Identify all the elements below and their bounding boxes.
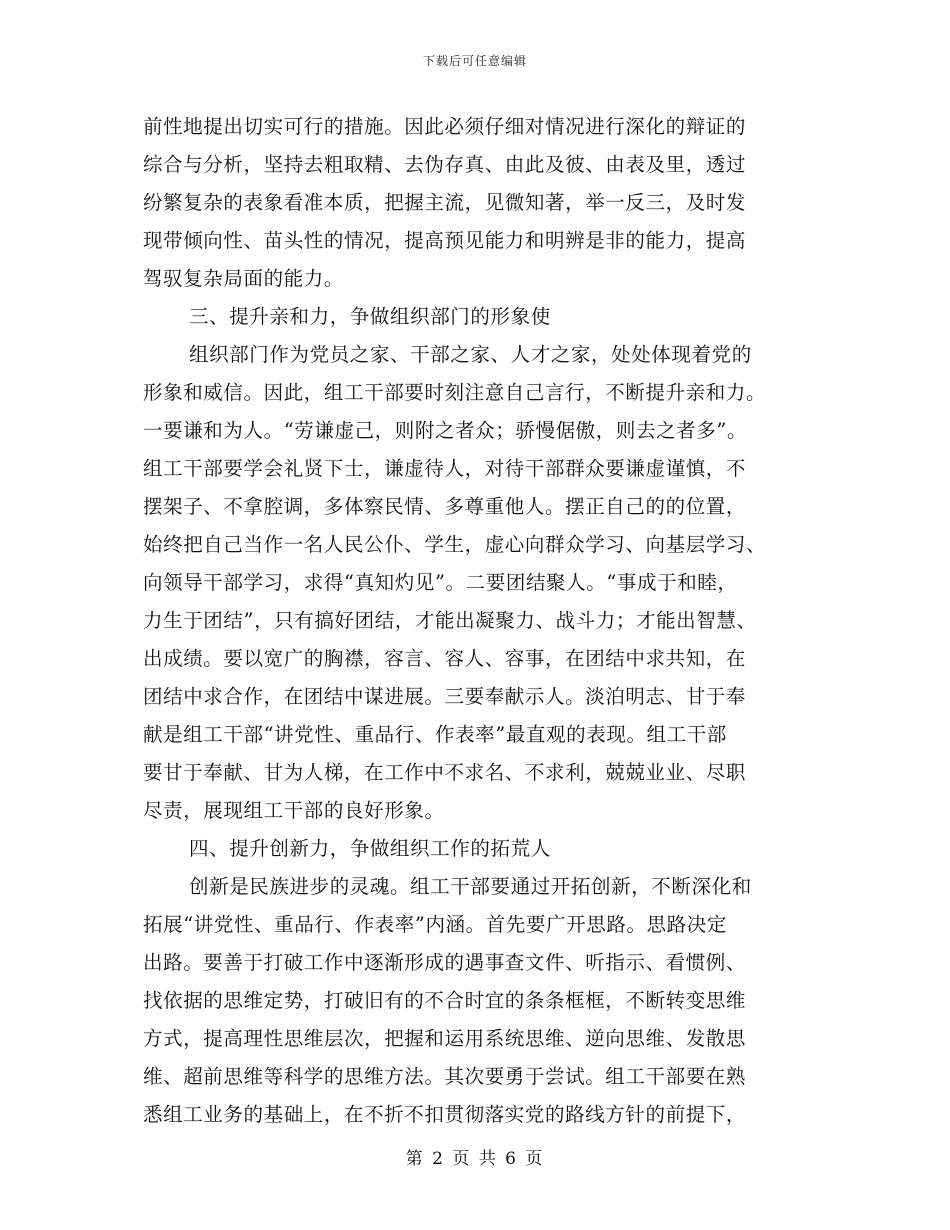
text-line: 形象和威信。因此，组工干部要时刻注意自己言行，不断提升亲和力。 (143, 381, 767, 404)
text-line: 综合与分析，坚持去粗取精、去伪存真、由此及彼、由表及里，透过 (143, 153, 747, 176)
text-line: 驾驭复杂局面的能力。 (143, 267, 345, 290)
text-line: 一要谦和为人。“劳谦虚己，则附之者众；骄慢倨傲，则去之者多”。 (143, 419, 748, 442)
text-line: 出路。要善于打破工作中逐渐形成的遇事查文件、听指示、看惯例、 (143, 951, 747, 974)
text-line: 尽责，展现组工干部的良好形象。 (143, 799, 445, 822)
text-line: 献是组工干部“讲党性、重品行、作表率”最直观的表现。组工干部 (143, 723, 727, 746)
document-body (143, 108, 803, 1134)
text-line: 纷繁复杂的表象看准本质，把握主流，见微知著，举一反三，及时发 (143, 191, 747, 214)
text-line: 团结中求合作，在团结中谋进展。三要奉献示人。淡泊明志、甘于奉 (143, 685, 747, 708)
text-line: 摆架子、不拿腔调，多体察民情、多尊重他人。摆正自己的的位置， (143, 495, 747, 518)
text-line: 出成绩。要以宽广的胸襟，容言、容人、容事，在团结中求共知，在 (143, 647, 747, 670)
text-line: 组织部门作为党员之家、干部之家、人才之家，处处体现着党的 (189, 343, 752, 366)
text-line: 拓展“讲党性、重品行、作表率”内涵。首先要广开思路。思路决定 (143, 913, 727, 936)
text-line: 悉组工业务的基础上，在不折不扣贯彻落实党的路线方针的前提下， (143, 1103, 747, 1126)
text-line: 创新是民族进步的灵魂。组工干部要通过开拓创新，不断深化和 (189, 875, 752, 898)
text-line: 前性地提出切实可行的措施。因此必须仔细对情况进行深化的辩证的 (143, 115, 747, 138)
page-number: 第 2 页 共 6 页 (405, 1149, 545, 1169)
section-heading: 四、提升创新力，争做组织工作的拓荒人 (189, 837, 551, 860)
text-line: 维、超前思维等科学的思维方法。其次要勇于尝试。组工干部要在熟 (143, 1065, 747, 1088)
text-line: 找依据的思维定势，打破旧有的不合时宜的条条框框，不断转变思维 (143, 989, 747, 1012)
text-line: 方式，提高理性思维层次，把握和运用系统思维、逆向思维、发散思 (143, 1027, 747, 1050)
text-line: 力生于团结”，只有搞好团结，才能出凝聚力、战斗力；才能出智慧、 (143, 609, 757, 632)
text-line: 向领导干部学习，求得“真知灼见”。二要团结聚人。“事成于和睦， (143, 571, 738, 594)
text-line: 现带倾向性、苗头性的情况，提高预见能力和明辨是非的能力，提高 (143, 229, 747, 252)
text-line: 组工干部要学会礼贤下士，谦虚待人，对待干部群众要谦虚谨慎，不 (143, 457, 747, 480)
page-header: 下载后可任意编辑 (422, 54, 527, 68)
text-line: 要甘于奉献、甘为人梯，在工作中不求名、不求利，兢兢业业、尽职 (143, 761, 747, 784)
section-heading: 三、提升亲和力，争做组织部门的形象使 (189, 305, 551, 328)
text-line: 始终把自己当作一名人民公仆、学生，虚心向群众学习、向基层学习、 (143, 533, 767, 556)
